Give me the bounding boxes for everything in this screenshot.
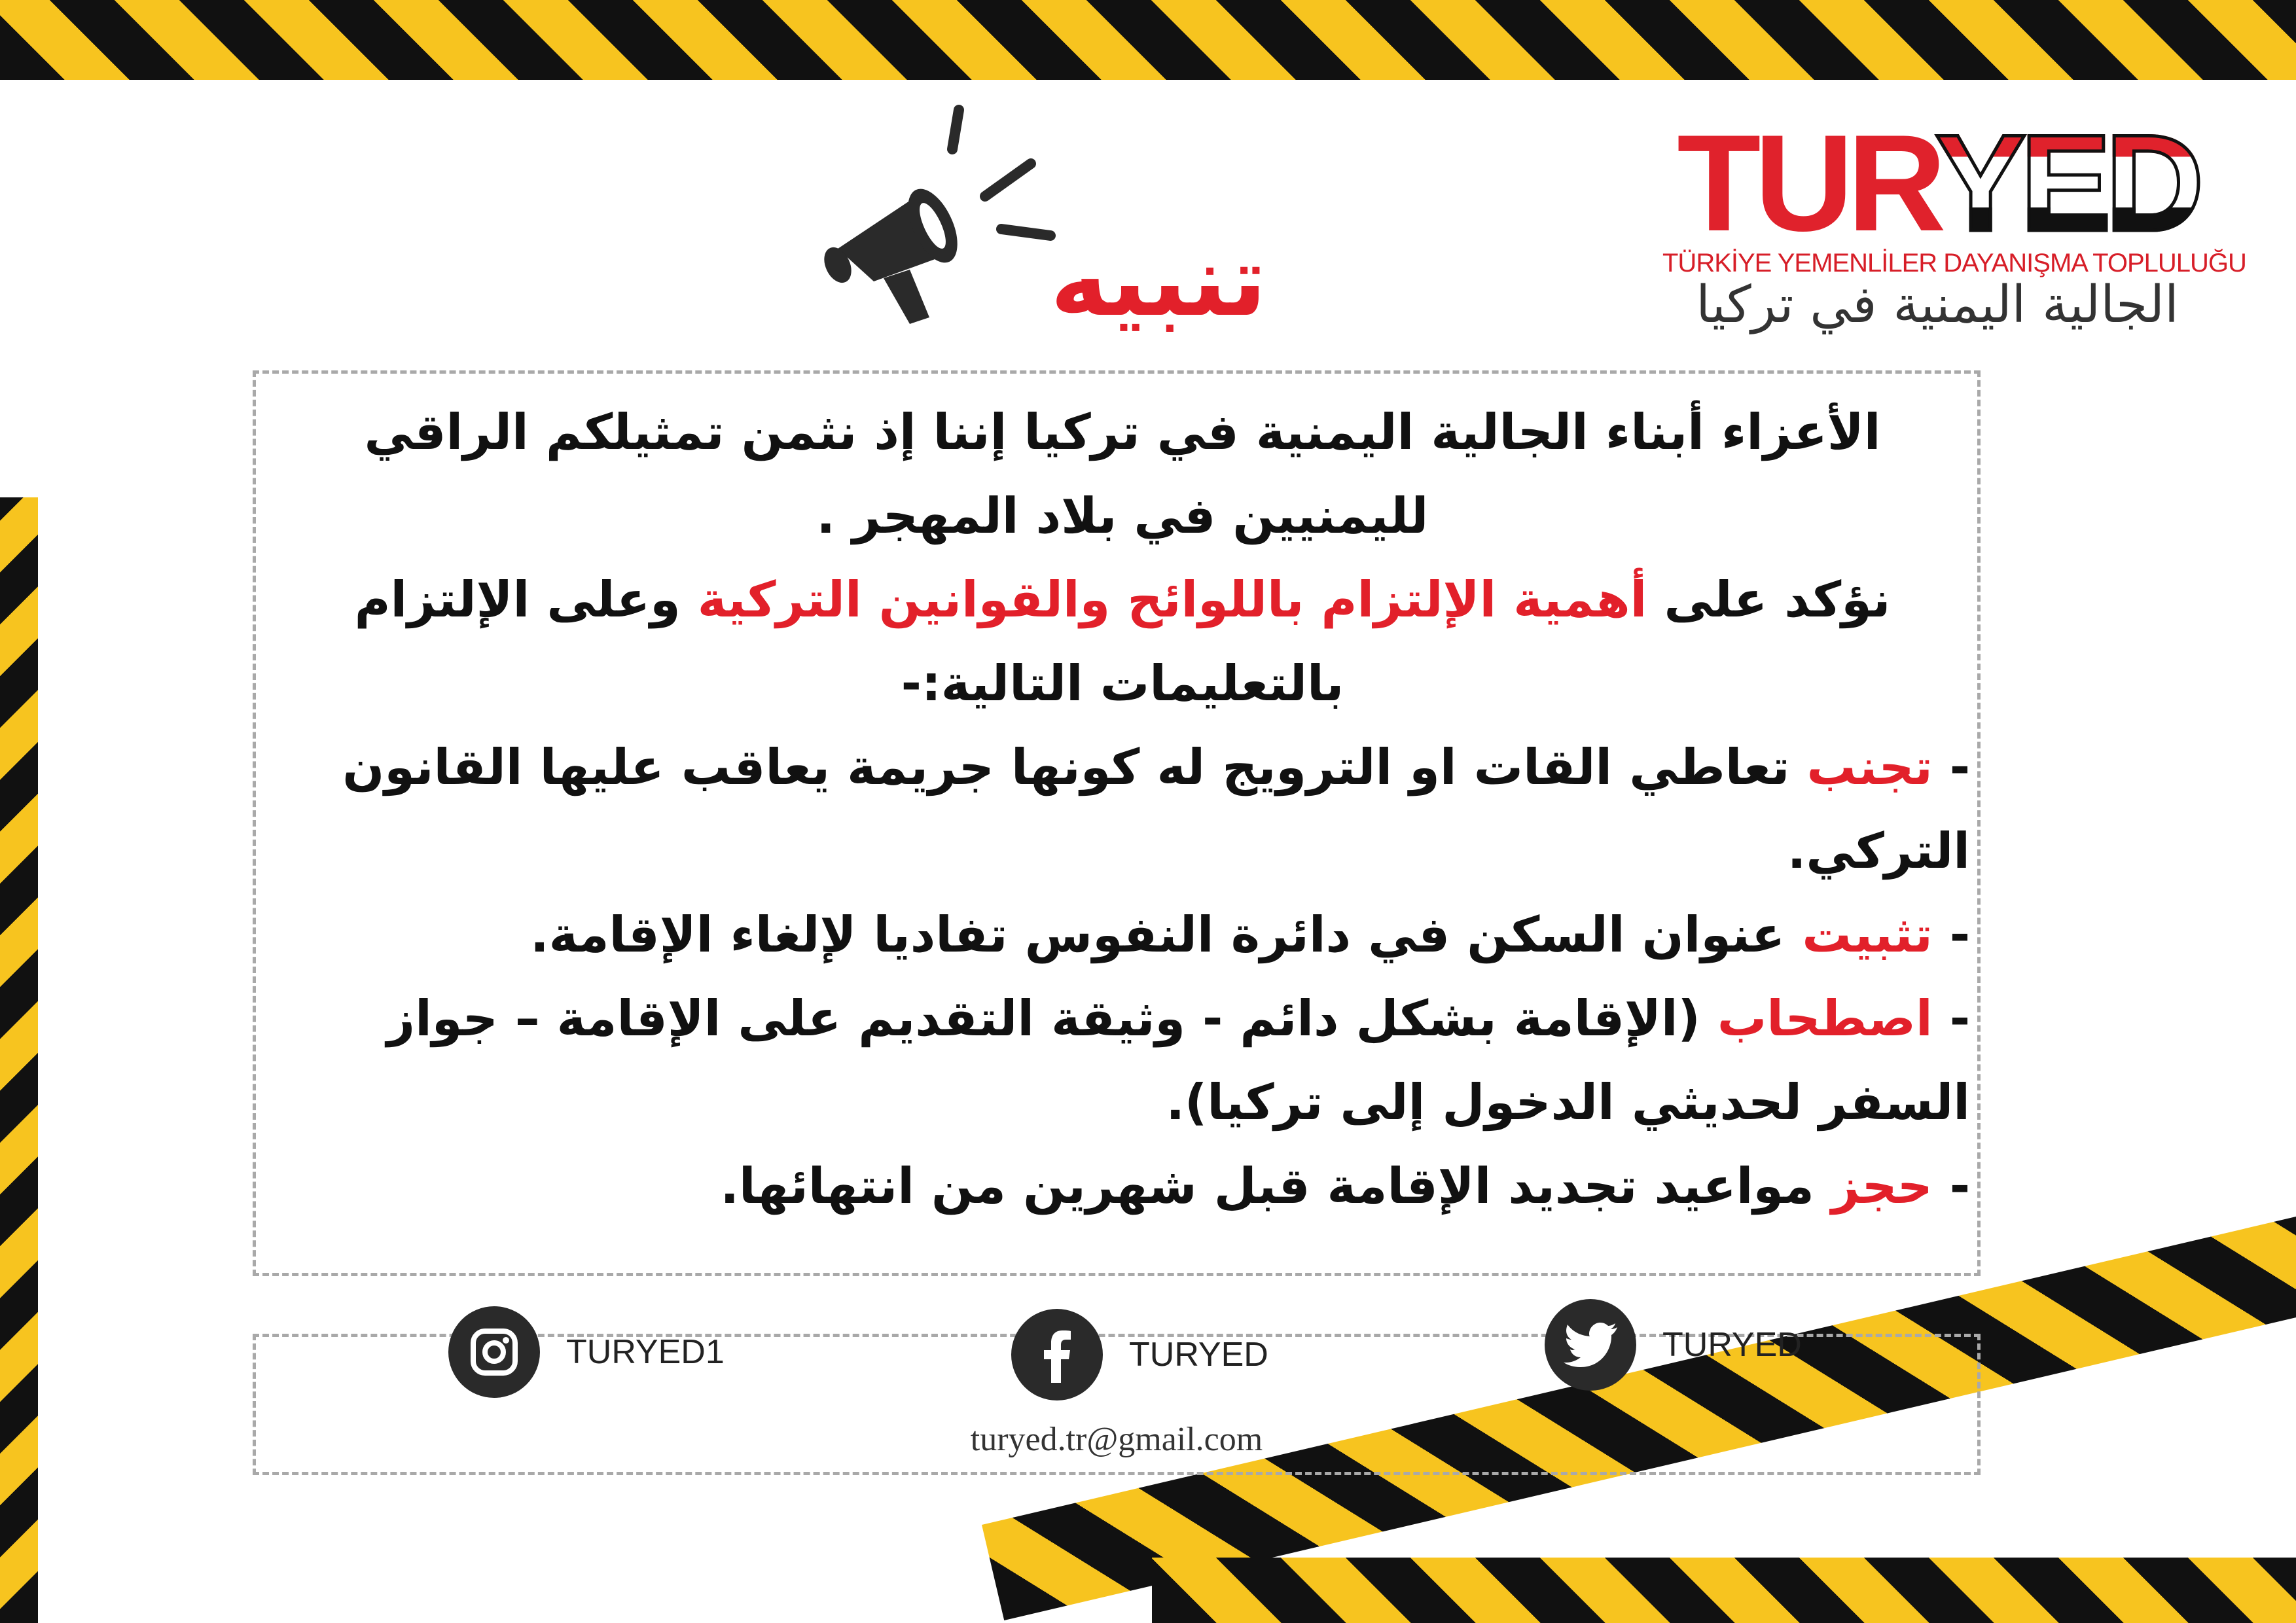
- facebook-handle: TURYED: [1129, 1336, 1268, 1374]
- logo-arabic-name: الجالية اليمنية في تركيا: [1696, 276, 2179, 334]
- email-address[interactable]: turyed.tr@gmail.com: [970, 1421, 1263, 1458]
- instruction-text: (الإقامة بشكل دائم - وثيقة التقديم على الإقامة – جواز السفر لحديثي الدخول إلى تركيا).: [386, 990, 1970, 1131]
- intro-line-1: الأعزاء أبناء الجالية اليمنية في تركيا إننا إذ نثمن تمثيلكم الراقي: [364, 403, 1881, 461]
- instruction-keyword: اصطحاب: [1717, 990, 1933, 1047]
- twitter-handle: TURYED: [1662, 1326, 1802, 1364]
- instruction-bullet: -: [1932, 1157, 1970, 1215]
- instruction-item: [275, 976, 1970, 1144]
- intro-line-3-start: نؤكد على: [1647, 571, 1891, 628]
- logo-word-tur: TUR: [1677, 106, 1935, 260]
- notice-content: [275, 390, 1970, 1228]
- facebook-link[interactable]: [1011, 1309, 1268, 1400]
- instagram-link[interactable]: [448, 1306, 725, 1398]
- logo-wordmark: [1662, 106, 2212, 260]
- instruction-keyword: تثبيت: [1802, 906, 1933, 963]
- instruction-bullet: -: [1932, 990, 1970, 1047]
- turyed-logo: [1662, 106, 2246, 334]
- twitter-icon: [1545, 1299, 1636, 1391]
- instruction-item: [275, 1144, 1970, 1228]
- intro-line-2: لليمنيين في بلاد المهجر .: [816, 487, 1429, 544]
- hazard-stripe-bottom-fill: [1152, 1558, 2296, 1623]
- instagram-handle: TURYED1: [566, 1333, 725, 1371]
- intro-line-4: بالتعليمات التالية:-: [901, 654, 1344, 712]
- instruction-item: [275, 725, 1970, 893]
- instruction-bullet: -: [1932, 738, 1970, 796]
- instagram-icon: [448, 1306, 540, 1398]
- facebook-icon: [1011, 1309, 1103, 1400]
- instruction-keyword: حجز: [1831, 1157, 1933, 1215]
- hazard-stripe-top: [0, 0, 2296, 80]
- page-title: تنبيه: [1050, 224, 1267, 338]
- instruction-text: تعاطي القات او الترويج له كونها جريمة يعاقب عليها القانون التركي.: [342, 738, 1970, 880]
- intro-highlight: أهمية الإلتزام باللوائح والقوانين التركية: [697, 571, 1647, 628]
- logo-word-yed: YED: [1935, 106, 2198, 260]
- instruction-text: عنوان السكن في دائرة النفوس تفاديا لإلغاء الإقامة.: [530, 906, 1803, 963]
- instruction-bullet: -: [1932, 906, 1970, 963]
- instruction-text: مواعيد تجديد الإقامة قبل شهرين من انتهائها.: [720, 1157, 1831, 1215]
- twitter-link[interactable]: [1545, 1299, 1802, 1391]
- instruction-item: [275, 893, 1970, 976]
- instruction-keyword: تجنب: [1806, 738, 1933, 796]
- intro-line-3: [275, 558, 1970, 641]
- hazard-stripe-left: [0, 497, 38, 1623]
- logo-subtitle: TÜRKİYE YEMENLİLER DAYANIŞMA TOPLULUĞU: [1662, 249, 2246, 277]
- intro-line-3-end: وعلى الإلتزام: [354, 571, 698, 628]
